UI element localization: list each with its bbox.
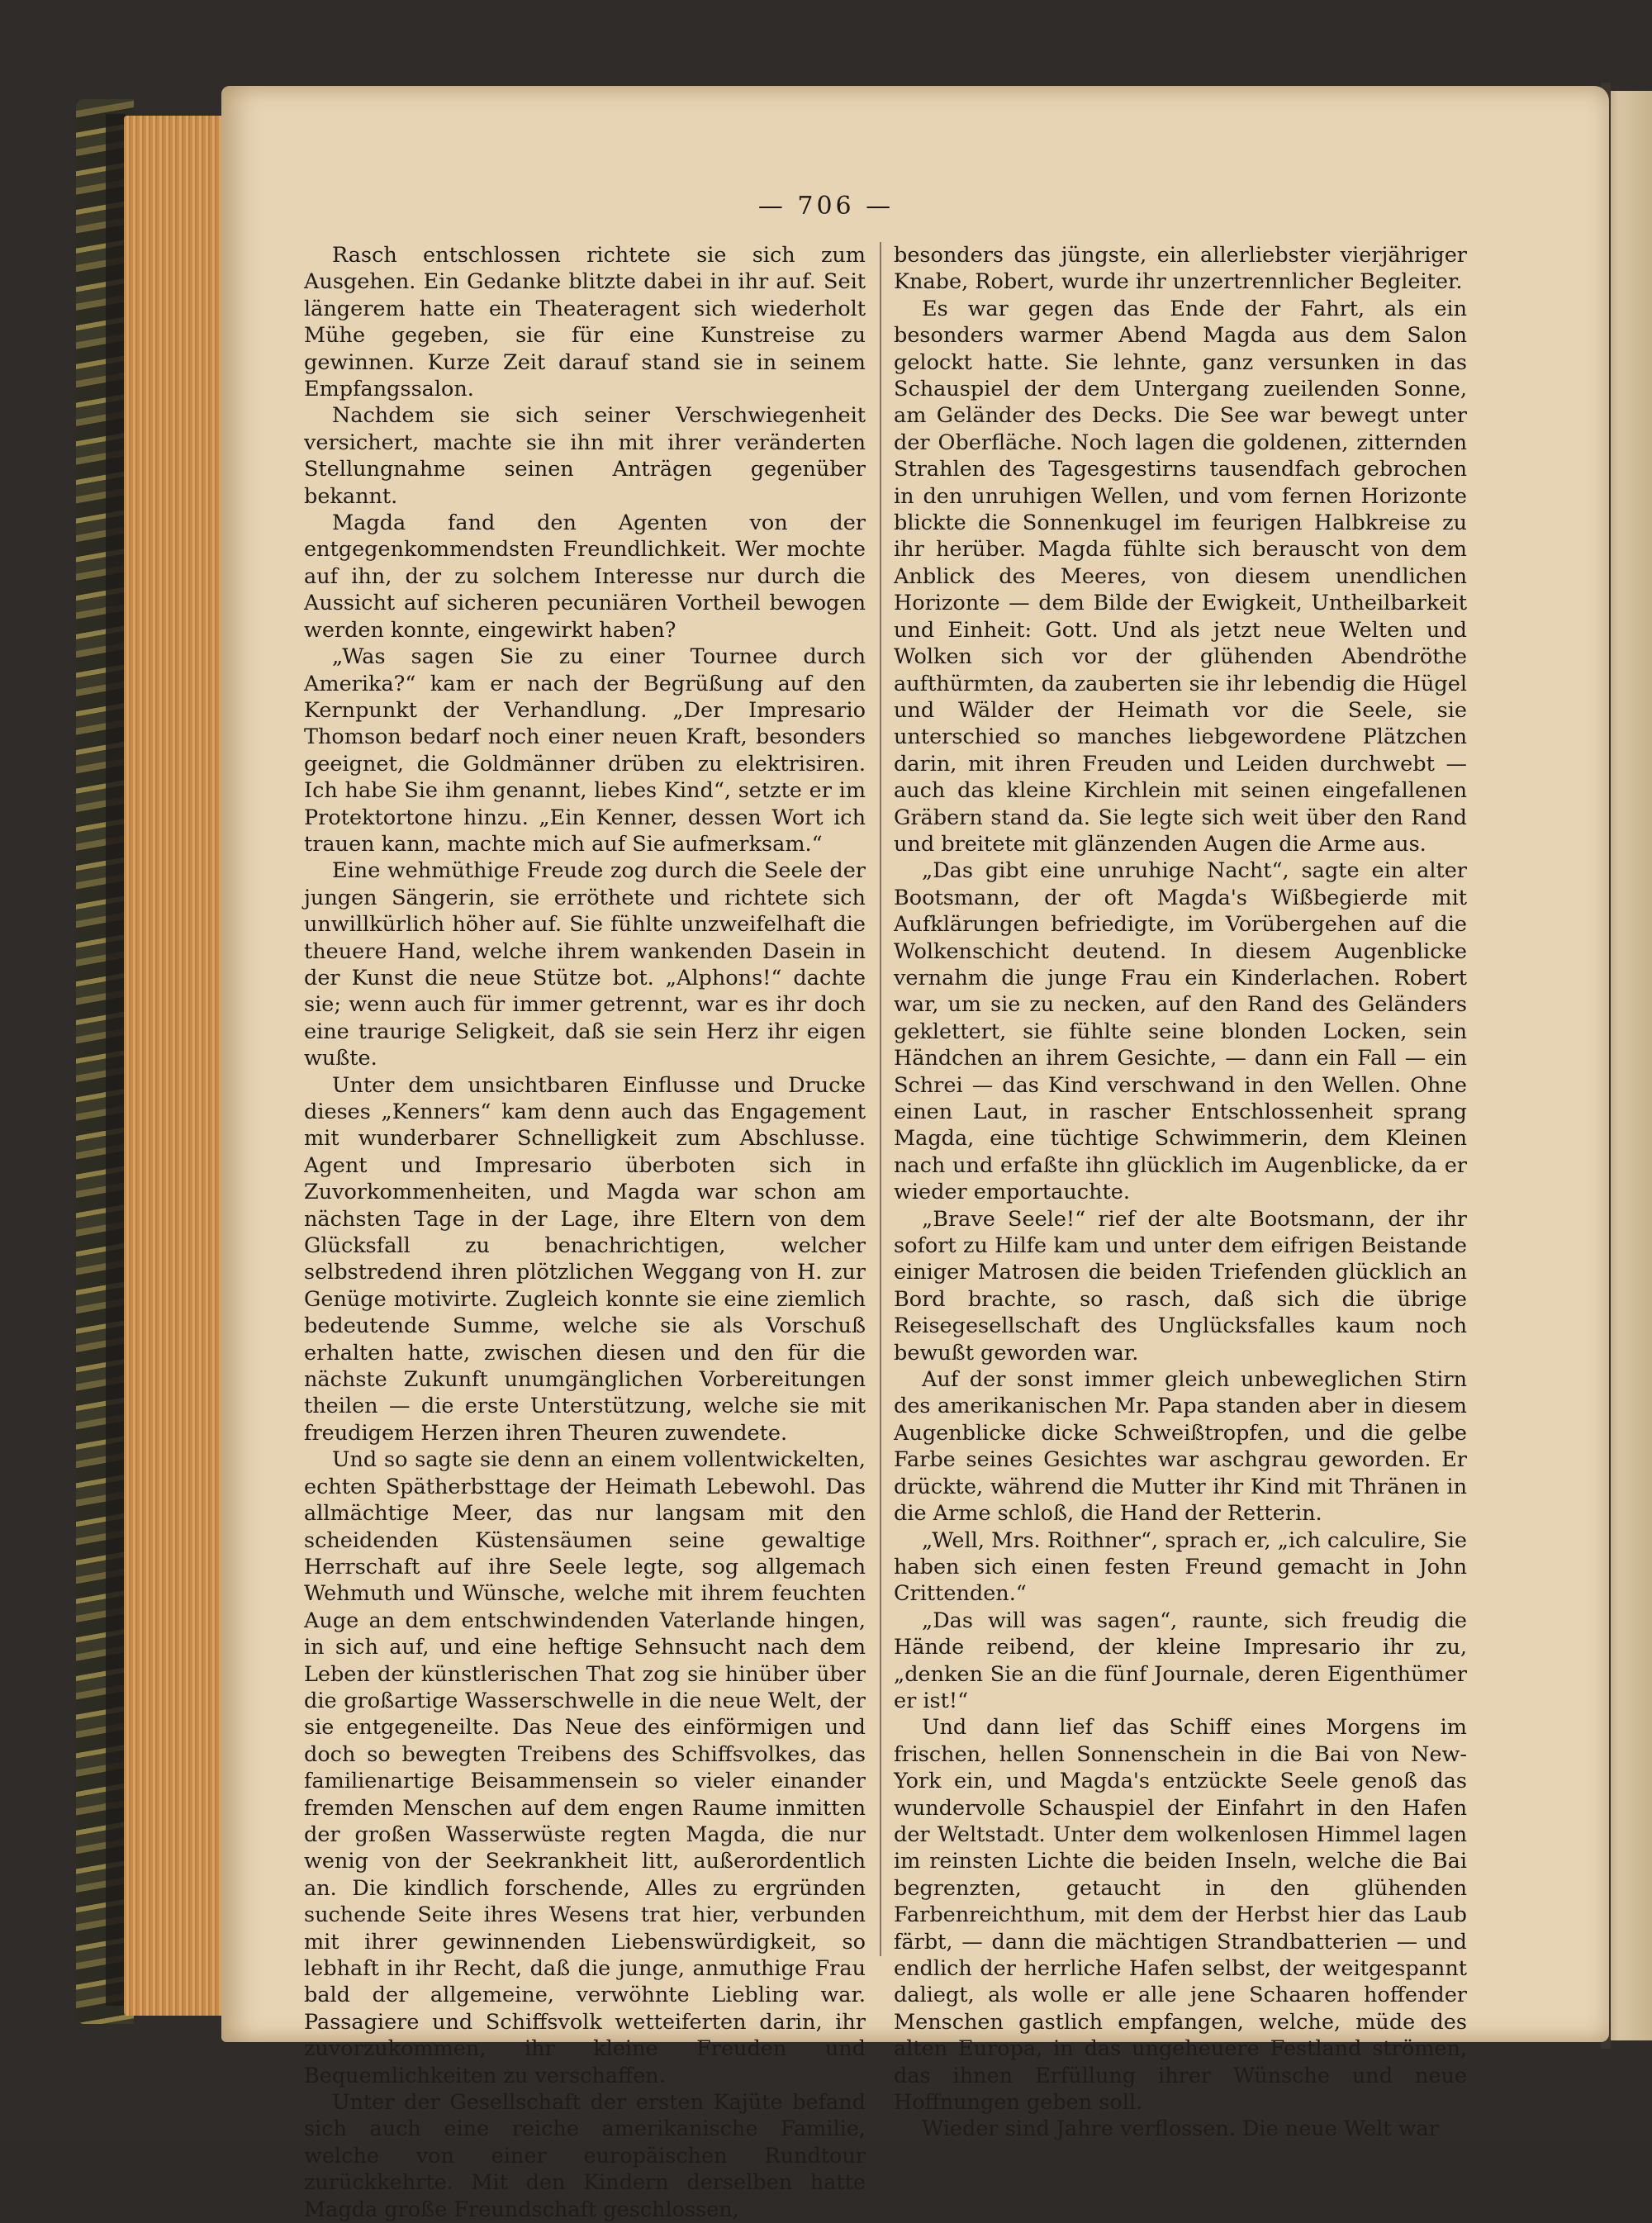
paragraph: Und so sagte sie denn an einem vollentwickelten, echten Spätherbsttage der Heimath Lebewohl. Das allmächtige Meer, das nur langsam mit den scheidenden Küstensäumen seine gewaltige Herrschaft auf ihre Seele legte, sog allgemach Wehmuth und Wünsche, welche mit ihrem feuchten Auge an dem entschwindenden Vaterlande hingen, in sich auf, und eine heftige Sehnsucht nach dem Leben der künstlerischen That zog sie hinüber über die großartige Wasserschwelle in die neue Welt, der sie entgegeneilte. Das Neue des einförmigen und doch so bewegten Treibens des Schiffsvolkes, das familienartige Beisammensein so vieler einander fremden Menschen auf dem engen Raume inmitten der großen Wasserwüste regten Magda, die nur wenig von der Seekrankheit litt, außerordentlich an. Die kindlich forschende, Alles zu ergründen suchende Seite ihres Wesens trat hier, verbunden mit ihrer gewinnenden Liebenswürdigkeit, so lebhaft in ihr Recht, daß die junge, anmuthige Frau bald der allgemeine, verwöhnte Liebling war. Passagiere und Schiffsvolk wetteiferten darin, ihr zuvorzukommen, ihr kleine Freuden und Bequemlichkeiten zu verschaffen. <box>304 1447 866 2088</box>
paragraph: „Was sagen Sie zu einer Tournee durch Amerika?“ kam er nach der Begrüßung auf den Kernpunkt der Verhandlung. „Der Impresario Thomson bedarf noch einer neuen Kraft, besonders geeignet, die Goldmänner drüben zu elektrisiren. Ich habe Sie ihm genannt, liebes Kind“, setzte er im Protektortone hinzu. „Ein Kenner, dessen Wort ich trauen kann, machte mich auf Sie aufmerksam.“ <box>304 644 866 857</box>
paragraph: Und dann lief das Schiff eines Morgens im frischen, hellen Sonnenschein in die Bai von New-York ein, und Magda's entzückte Seele genoß das wundervolle Schauspiel der Einfahrt in den Hafen der Weltstadt. Unter dem wolkenlosen Himmel lagen im reinsten Lichte die beiden Inseln, welche die Bai begrenzten, getaucht in den glühenden Farbenreichthum, mit dem der Herbst hier das Laub färbt, — dann die mächtigen Strandbatterien — und endlich der herrliche Hafen selbst, der weitgespannt daliegt, als wolle er alle jene Schaaren hoffender Menschen gastlich empfangen, welche, müde des alten Europa, in das ungeheuere Festland strömen, das ihnen Erfüllung ihrer Wünsche und neue Hoffnungen geben soll. <box>894 1715 1467 2116</box>
paragraph: besonders das jüngste, ein allerliebster vierjähriger Knabe, Robert, wurde ihr unzertrennlicher Begleiter. <box>894 243 1467 295</box>
paragraph: Nachdem sie sich seiner Verschwiegenheit versichert, machte sie ihn mit ihrer veränderten Stellungnahme seinen Anträgen gegenüber bekannt. <box>304 403 866 509</box>
page-number: — 706 — <box>757 192 895 221</box>
book-spine-band <box>106 114 126 2006</box>
paragraph: Unter dem unsichtbaren Einflusse und Drucke dieses „Kenners“ kam denn auch das Engagement mit wunderbarer Schnelligkeit zum Abschlusse. Agent und Impresario überboten sich in Zuvorkommenheiten, und Magda war schon am nächsten Tage in der Lage, ihre Eltern von dem Glücksfall zu benachrichtigen, welcher selbstredend ihren plötzlichen Weggang von H. zur Genüge motivirte. Zugleich konnte sie eine ziemlich bedeutende Summe, welche sie als Vorschuß erhalten hatte, zwischen diesen und den für die nächste Zukunft unumgänglichen Vorbereitungen theilen — die erste Unterstützung, welche sie mit freudigem Herzen ihren Theuren zuwendete. <box>304 1072 866 1446</box>
paragraph: Auf der sonst immer gleich unbeweglichen Stirn des amerikanischen Mr. Papa standen aber in diesem Augenblicke dicke Schweißtropfen, und die gelbe Farbe seines Gesichtes war aschgrau geworden. Er drückte, während die Mutter ihr Kind mit Thränen in die Arme schloß, die Hand der Retterin. <box>894 1367 1467 1527</box>
text-column-right <box>894 242 1467 2143</box>
paragraph: „Das gibt eine unruhige Nacht“, sagte ein alter Bootsmann, der oft Magda's Wißbegierde mit Aufklärungen befriedigte, im Vorübergehen auf die Wolkenschicht deutend. In diesem Augenblicke vernahm die junge Frau ein Kinderlachen. Robert war, um sie zu necken, auf den Rand des Geländers geklettert, sie fühlte seine blonden Locken, sein Händchen an ihrem Gesichte, — dann ein Fall — ein Schrei — das Kind verschwand in den Wellen. Ohne einen Laut, in rascher Entschlossenheit sprang Magda, eine tüchtige Schwimmerin, dem Kleinen nach und erfaßte ihn glücklich im Augenblicke, da er wieder emportauchte. <box>894 858 1467 1205</box>
text-column-left <box>304 242 866 2223</box>
paragraph: Es war gegen das Ende der Fahrt, als ein besonders warmer Abend Magda aus dem Salon gelockt hatte. Sie lehnte, ganz versunken in das Schauspiel der dem Untergang zueilenden Sonne, am Geländer des Decks. Die See war bewegt unter der Oberfläche. Noch lagen die goldenen, zitternden Strahlen des Tagesgestirns tausendfach gebrochen in den unruhigen Wellen, und vom fernen Horizonte blickte die Sonnenkugel im feurigen Halbkreise zu ihr herüber. Magda fühlte sich berauscht von dem Anblick des Meeres, von diesem unendlichen Horizonte — dem Bilde der Ewigkeit, Untheilbarkeit und Einheit: Gott. Und als jetzt neue Welten und Wolken sich vor der glühenden Abendröthe aufthürmten, da zauberten sie ihr lebendig die Hügel und Wälder der Heimath vor die Seele, sie unterschied so manches liebgewordene Plätzchen darin, mit ihren Freuden und Leiden durchwebt — auch das kleine Kirchlein mit seinen eingefallenen Gräbern stand da. Sie legte sich weit über den Rand und breitete mit glänzenden Augen die Arme aus. <box>894 296 1467 857</box>
paragraph: Unter der Gesellschaft der ersten Kajüte befand sich auch eine reiche amerikanische Familie, welche von einer europäischen Rundtour zurückkehrte. Mit den Kindern derselben hatte Magda große Freundschaft geschlossen, <box>304 2090 866 2222</box>
page-block-edge <box>124 116 231 2016</box>
paragraph: Eine wehmüthige Freude zog durch die Seele der jungen Sängerin, sie erröthete und richtete sich unwillkürlich höher auf. Sie fühlte unzweifelhaft die theuere Hand, welche ihrem wankenden Dasein in der Kunst die neue Stütze bot. „Alphons!“ dachte sie; wenn auch für immer getrennt, war es ihr doch eine traurige Seligkeit, daß sie sein Herz ihr eigen wußte. <box>304 858 866 1071</box>
paragraph: Magda fand den Agenten von der entgegenkommendsten Freundlichkeit. Wer mochte auf ihn, der zu solchem Interesse nur durch die Aussicht auf sicheren pecuniären Vortheil bewogen werden konnte, eingewirkt haben? <box>304 511 866 643</box>
paragraph: „Brave Seele!“ rief der alte Bootsmann, der ihr sofort zu Hilfe kam und unter dem eifrigen Beistande einiger Matrosen die beiden Triefenden glücklich an Bord brachte, so rasch, daß sich die übrige Reisegesellschaft des Unglücksfalles kaum noch bewußt geworden war. <box>894 1206 1467 1366</box>
paragraph: „Das will was sagen“, raunte, sich freudig die Hände reibend, der kleine Impresario ihr zu, „denken Sie an die fünf Journale, deren Eigenthümer er ist!“ <box>894 1608 1467 1713</box>
paragraph: Wieder sind Jahre verflossen. Die neue Welt war <box>922 2116 1439 2142</box>
paragraph: Rasch entschlossen richtete sie sich zum Ausgehen. Ein Gedanke blitzte dabei in ihr auf. Seit längerem hatte ein Theateragent sich wiederholt Mühe gegeben, sie für eine Kunstreise zu gewinnen. Kurze Zeit darauf stand sie in seinem Empfangssalon. <box>304 243 866 402</box>
column-divider <box>880 242 881 1956</box>
paragraph: „Well, Mrs. Roithner“, sprach er, „ich calculire, Sie haben sich einen festen Freund gemacht in John Crittenden.“ <box>894 1527 1467 1607</box>
